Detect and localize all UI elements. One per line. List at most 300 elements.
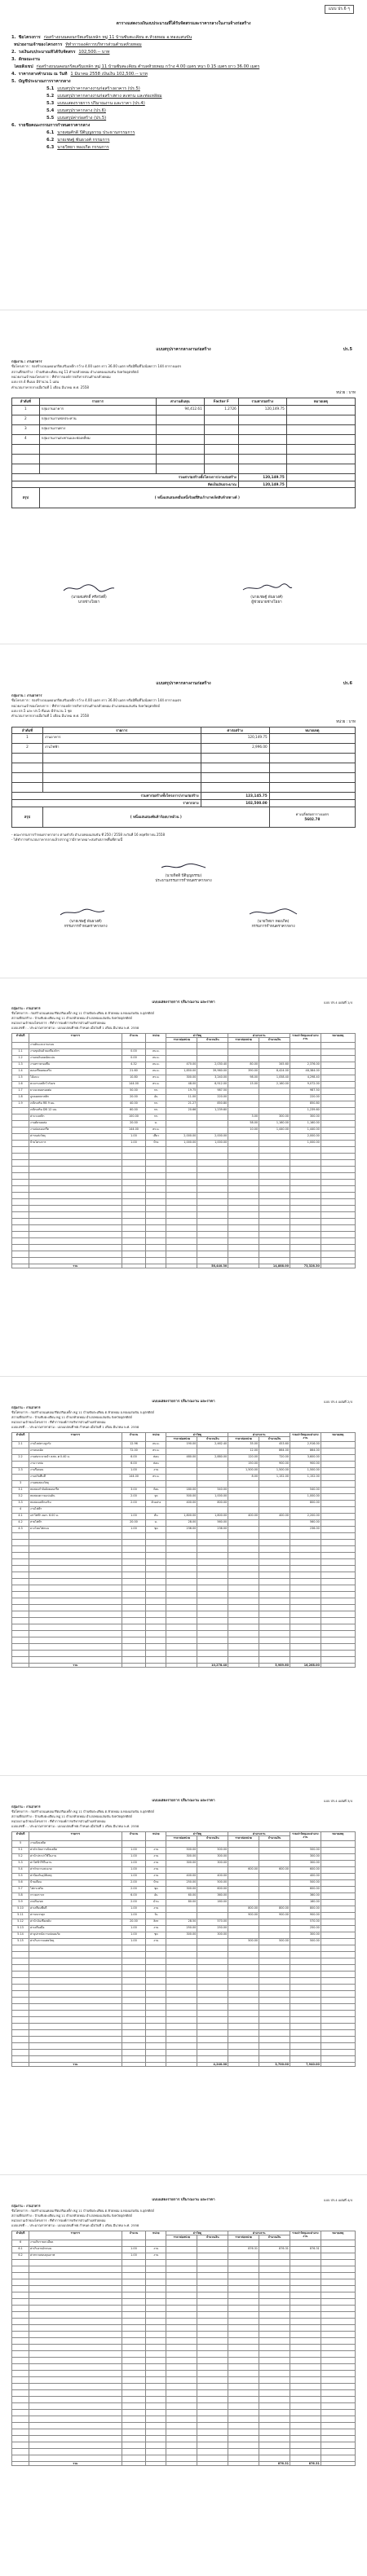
table-cell: 1.00	[122, 1906, 145, 1912]
table-cell: 1,058.40	[259, 1075, 290, 1081]
table-cell	[166, 1938, 197, 1945]
table-cell: 300.00	[197, 1853, 228, 1860]
table-cell: ตร.ม.	[146, 1474, 166, 1480]
table-cell: 400.00	[290, 1873, 321, 1879]
boq-page	[0, 2180, 367, 2569]
column-header: ค่าวัสดุ	[166, 1033, 228, 1038]
table-cell: 2,030.40	[197, 1062, 228, 1068]
table-cell: 1,440.00	[290, 1127, 321, 1133]
item-label: บัญชีประมาณการราคากลาง	[18, 78, 71, 84]
table-row	[12, 1873, 356, 1879]
table-cell	[259, 1493, 290, 1500]
table-cell: 1,850.00	[166, 1068, 197, 1075]
table-cell: 250.00	[197, 1925, 228, 1932]
table-cell	[166, 1048, 197, 1055]
signer-role: กรรมการกำหนดราคากลาง	[64, 925, 108, 930]
table-cell	[197, 1474, 228, 1480]
table-cell: งานดินและงานถนน	[29, 1042, 122, 1048]
boq-header-h4: หน่วยงานเจ้าของโครงการ : ที่ทำการองค์การบริหารส่วนตำบลห้วยหอม	[11, 1420, 106, 1425]
column-subheader: จำนวนเงิน	[197, 1437, 228, 1442]
table-cell	[321, 1094, 355, 1101]
table-row-empty	[12, 2324, 356, 2331]
table-row-empty	[12, 754, 356, 763]
table-row	[12, 1938, 356, 1945]
table-cell	[166, 1840, 197, 1847]
item-value: แบบสรุปราคากลางงานก่อสร้างอาคาร (ปร.5)	[57, 86, 140, 91]
form-item	[11, 138, 356, 143]
table-cell	[321, 1101, 355, 1107]
table-cell: 250.00	[166, 1925, 197, 1932]
table-row-empty	[12, 1237, 356, 1244]
sum-label: รวมค่าก่อสร้างทั้งโครงการ/งานก่อสร้าง	[12, 473, 239, 481]
total-cell	[228, 2461, 259, 2466]
table-cell	[12, 1127, 29, 1133]
table-cell	[259, 1088, 290, 1094]
table-cell: 3	[12, 1480, 29, 1487]
table-cell: 144.00	[122, 1474, 145, 1480]
table-cell: 2,462.40	[197, 1441, 228, 1448]
column-header: ค่าก่อสร้าง	[201, 727, 269, 734]
table-row-empty	[12, 1945, 356, 1951]
table-cell	[197, 1912, 228, 1919]
total-cell: 58,440.30	[197, 1264, 228, 1268]
table-row-empty	[12, 1637, 356, 1643]
table-row-empty	[12, 2016, 356, 2023]
table-cell	[197, 2253, 228, 2259]
table-cell: 800.00	[259, 1906, 290, 1912]
item-value: นายเชษฐ์ พันธวงศ์ กรรมการ	[57, 137, 110, 143]
table-cell: ม้วน	[146, 1899, 166, 1906]
table-row-empty	[12, 2370, 356, 2376]
table-row-empty	[12, 2376, 356, 2383]
table-row-empty	[12, 1532, 356, 1539]
signer-role: นายช่างโยธา	[77, 600, 100, 605]
table-cell: งาน	[146, 1925, 166, 1932]
table-cell: 80.00	[166, 1899, 197, 1906]
table-row	[12, 1062, 356, 1068]
sheet-tag: ปร.5	[343, 347, 352, 352]
table-cell: 3,600.00	[290, 1454, 321, 1461]
table-row-empty	[12, 2396, 356, 2402]
boq-table	[11, 1033, 356, 1269]
unit-label: หน่วย : บาท	[336, 391, 356, 396]
table-cell: 453.60	[259, 1441, 290, 1448]
summary-row	[12, 488, 356, 508]
table-row-empty	[12, 1146, 356, 1153]
table-cell: 1.8	[12, 1094, 29, 1101]
table-row-empty	[12, 1585, 356, 1591]
table-cell: 900.00	[259, 1461, 290, 1467]
table-cell: เทปกั้นเขต	[29, 1899, 122, 1906]
table-row-empty	[12, 1591, 356, 1598]
table-cell: 1,239.60	[197, 1107, 228, 1114]
table-cell	[321, 1075, 355, 1081]
table-cell: 5.7	[12, 1886, 29, 1892]
table-cell: เหล็กเสริม DB 12 มม.	[29, 1107, 122, 1114]
item-number: 3.	[11, 56, 16, 62]
table-row-empty	[12, 2357, 356, 2363]
page-title: แบบสรุปราคากลางงานก่อสร้าง	[156, 347, 211, 352]
table-cell: ค่าเครื่องมือ	[29, 1925, 122, 1932]
table-cell: ลบ.ม.	[146, 1068, 166, 1075]
table-cell: 1,000.00	[166, 1140, 197, 1146]
column-header: หน่วย	[146, 1033, 166, 1042]
table-cell: 850.80	[197, 1101, 228, 1107]
table-cell: 876.31	[228, 2246, 259, 2253]
signature-icon	[245, 908, 302, 917]
table-cell	[197, 1114, 228, 1120]
table-cell	[166, 2246, 197, 2253]
column-header: ค่าแรงงาน	[228, 1831, 290, 1836]
table-cell: 1,800.00	[166, 1513, 197, 1519]
table-cell: 20.00	[122, 1519, 145, 1526]
table-cell: ตร.ม.	[146, 1075, 166, 1081]
table-cell	[197, 1467, 228, 1474]
total-cell: รวม	[29, 1264, 122, 1268]
column-header: หน่วย	[146, 2231, 166, 2240]
table-cell: ลบ.ม.	[146, 1062, 166, 1068]
table-cell	[204, 434, 238, 444]
table-cell: 3.00	[122, 1487, 145, 1493]
page-title: แบบแสดงรายการ ปริมาณงาน และราคา	[152, 1400, 215, 1404]
table-row	[12, 2240, 356, 2246]
table-cell	[166, 1448, 197, 1454]
column-header: รายการ	[29, 1432, 122, 1441]
table-row	[12, 1467, 356, 1474]
table-cell	[259, 1892, 290, 1899]
form-item	[11, 145, 356, 151]
table-cell: 5.3	[12, 1860, 29, 1866]
table-cell: 4.32	[122, 1062, 145, 1068]
table-cell: ค่าตรวจสอบคุณภาพ	[29, 2253, 122, 2259]
boq-page	[0, 1382, 367, 1771]
table-cell: 300.00	[290, 1853, 321, 1860]
table-cell: กลุ่มงานงานทาง	[39, 424, 156, 434]
table-cell: 800.00	[290, 1906, 321, 1912]
column-header: หมายเหตุ	[321, 1033, 355, 1042]
table-cell: คอนกรีตผสมเสร็จ	[29, 1068, 122, 1075]
table-cell	[228, 1519, 259, 1526]
table-row	[12, 1474, 356, 1480]
table-cell: ลิตร	[146, 1919, 166, 1925]
table-cell	[286, 424, 355, 434]
header-form: แบบ ปร.5 และ ปร.5 ที่แนบ มีจำนวน 1 ชุด	[11, 708, 73, 713]
table-cell	[321, 1441, 355, 1448]
summary-text: ( หนึ่งแสนสองพันห้าร้อยบาทถ้วน )	[42, 807, 269, 827]
table-cell: อัน	[146, 1094, 166, 1101]
table-cell	[321, 1133, 355, 1140]
table-cell: 1.00	[122, 1873, 145, 1879]
table-row	[12, 1919, 356, 1925]
item-label: โดยสังเขป	[14, 64, 33, 69]
table-row	[12, 1120, 356, 1127]
total-cell	[12, 1663, 29, 1668]
table-cell: ดวงโคมไฟถนน	[29, 1526, 122, 1532]
item-label: 5.1	[46, 86, 55, 91]
table-cell: 864.00	[259, 1448, 290, 1454]
table-row-empty	[12, 783, 356, 793]
table-cell: 720.00	[259, 1454, 290, 1461]
table-row-empty	[12, 1539, 356, 1545]
table-cell: 5.10	[12, 1906, 29, 1912]
table-cell	[259, 1487, 290, 1493]
sheet-tag: แบบ ปร.4 แผ่นที่ 3/4	[324, 1799, 352, 1803]
table-row	[12, 1840, 356, 1847]
table-cell	[228, 1480, 259, 1487]
table-cell	[166, 1120, 197, 1127]
table-cell: 12.00	[228, 1448, 259, 1454]
table-row-empty	[12, 1179, 356, 1185]
table-cell	[259, 1853, 290, 1860]
total-cell	[146, 2461, 166, 2466]
table-cell	[228, 1487, 259, 1493]
table-row	[12, 1055, 356, 1062]
table-cell	[321, 1912, 355, 1919]
table-cell: งานบ่มคอนกรีต	[29, 1127, 122, 1133]
table-cell: 1,000.00	[197, 1493, 228, 1500]
table-row-empty	[12, 2389, 356, 2396]
table-cell	[321, 1448, 355, 1454]
table-cell: 500.00	[290, 1938, 321, 1945]
table-cell: ค่าเก็บกวาดเศษวัสดุ	[29, 1938, 122, 1945]
table-row-empty	[12, 2383, 356, 2389]
table-cell	[166, 1506, 197, 1513]
table-cell	[321, 1919, 355, 1925]
table-cell	[259, 1140, 290, 1146]
item-label: 6.1	[46, 130, 55, 135]
sum-row	[12, 473, 356, 481]
table-cell: งานรื้อถอน	[29, 1467, 122, 1474]
total-cell	[166, 1663, 197, 1668]
table-cell: 250.00	[166, 1879, 197, 1886]
table-cell: งาน	[146, 1853, 166, 1860]
total-cell: 4,240.00	[197, 2062, 228, 2067]
table-cell: 500.00	[197, 1847, 228, 1853]
table-cell	[166, 1480, 197, 1487]
table-cell: 1,500.00	[259, 1467, 290, 1474]
table-cell: 570.00	[197, 1919, 228, 1925]
form-item	[11, 72, 356, 77]
table-cell	[321, 1068, 355, 1075]
page-title: แบบแสดงรายการ ปริมาณงาน และราคา	[152, 1799, 215, 1803]
table-cell: 2.3	[12, 1467, 29, 1474]
sheet-tag: แบบ ปร.4 แผ่นที่ 1/4	[324, 1000, 352, 1004]
sheet-tag: ปร.6	[343, 681, 352, 686]
table-cell: ต้น	[146, 1513, 166, 1519]
column-subheader: ราคาต่อหน่วย	[228, 1038, 259, 1043]
boq-header-h4: หน่วยงานเจ้าของโครงการ : ที่ทำการองค์การบริหารส่วนตำบลห้วยหอม	[11, 1021, 106, 1026]
table-cell: 1,160.00	[290, 1120, 321, 1127]
table-row-empty	[12, 2402, 356, 2409]
table-cell: 6.1	[12, 2246, 29, 2253]
table-cell	[259, 1048, 290, 1055]
table-row	[12, 2246, 356, 2253]
table-cell: 6.2	[12, 2253, 29, 2259]
total-cell: 10,278.40	[197, 1663, 228, 1668]
table-cell	[321, 2253, 355, 2259]
table-cell	[228, 1526, 259, 1532]
table-cell: 236.00	[197, 1526, 228, 1532]
table-row	[12, 2253, 356, 2259]
table-cell: งานอาคาร	[42, 734, 201, 744]
table-cell	[290, 2253, 321, 2259]
table-cell: 236.00	[166, 1526, 197, 1532]
table-cell: 20.00	[122, 1919, 145, 1925]
form-item	[11, 86, 356, 92]
table-cell: 50.00	[122, 1088, 145, 1094]
table-cell	[259, 1847, 290, 1853]
item-label: 5.5	[46, 115, 55, 121]
table-row-empty	[12, 1617, 356, 1624]
boq-header-h5: แบบเลขที่ : - ประมาณราคาตาม : แบบแปลนที่ ทต.กำหนด เมื่อวันที่ 1 เดือน มีนาคม พ.ศ. 2558	[11, 1425, 139, 1430]
table-cell: 850.80	[290, 1101, 321, 1107]
column-subheader: จำนวนเงิน	[259, 1437, 290, 1442]
table-cell: 600.00	[259, 1866, 290, 1873]
table-cell	[259, 1840, 290, 1847]
total-cell	[321, 1264, 355, 1268]
table-cell	[259, 1133, 290, 1140]
item-label: 5.4	[46, 108, 55, 113]
column-header: ค่าวัสดุ	[166, 1432, 228, 1437]
form-item	[11, 94, 356, 99]
item-value: ก่อสร้างถนนคอนกรีตเสริมเหล็ก หมู่ 11 บ้านซับตะเคียน ตำบลห้วยหอม กว้าง 4.00 เมตร หนา 0.15 เมตร ยาว 36.00 เมตร	[36, 64, 260, 69]
final-summary-table	[11, 727, 356, 828]
form-item	[11, 123, 356, 129]
table-cell	[12, 1120, 29, 1127]
table-row	[12, 1480, 356, 1487]
table-cell: ค่าแรงเหล็ก	[29, 1114, 122, 1120]
table-row	[12, 1081, 356, 1088]
table-cell	[228, 1094, 259, 1101]
table-row-empty	[12, 2416, 356, 2422]
table-cell: 1.2726	[204, 405, 238, 415]
table-cell: 1.4	[12, 1068, 29, 1075]
table-cell	[321, 1467, 355, 1474]
table-cell	[166, 1467, 197, 1474]
unit-label: หน่วย : บาท	[336, 719, 356, 724]
table-cell: เกรดบดอัด	[29, 1448, 122, 1454]
form-item	[11, 50, 356, 55]
header-project: ชื่อโครงการ : ก่อสร้างถนนคอนกรีตเสริมเหล็ก กว้าง 4.00 เมตร ยาว 36.00 เมตร หรือมีพื้นที่ไม่น้อยกว่า 144 ตารางเมตร	[11, 698, 182, 703]
table-cell: งาน	[146, 2253, 166, 2259]
table-cell: 1.7	[12, 1088, 29, 1094]
table-cell: งานไฟฟ้า	[42, 744, 201, 754]
total-cell	[12, 2062, 29, 2067]
table-row-empty	[12, 1572, 356, 1578]
signer-name: (นายวิทยา ทองเกิด)	[257, 920, 290, 925]
table-cell: 2	[12, 744, 43, 754]
table-row-empty	[12, 2422, 356, 2429]
table-cell: กรวยจราจร	[29, 1892, 122, 1899]
total-cell: 5,989.60	[259, 1663, 290, 1668]
table-row-empty	[12, 2042, 356, 2049]
table-cell	[228, 1892, 259, 1899]
table-row-empty	[12, 2055, 356, 2062]
form-item	[11, 42, 356, 48]
item-value: นายวิทยา ทองเกิด กรรมการ	[57, 144, 109, 150]
table-row-empty	[12, 1231, 356, 1237]
table-cell: ลบ.ม.	[146, 1048, 166, 1055]
item-value: 102,500.-- บาท	[78, 49, 110, 55]
table-cell: 8,424.00	[259, 1068, 290, 1075]
avg-label: ค่าเฉลี่ยต่อตารางเมตร	[295, 812, 329, 817]
table-cell: ค่าทำความสะอาด	[29, 1866, 122, 1873]
table-cell: ค่าไฟฟ้าใช้ในงาน	[29, 1860, 122, 1866]
total-cell	[197, 2461, 228, 2466]
table-cell	[166, 1474, 197, 1480]
table-cell	[197, 1461, 228, 1467]
header-form: แบบ ปร.4 ที่แนบ มีจำนวน 1 แผ่น	[11, 380, 60, 385]
total-row	[12, 2461, 356, 2466]
table-cell	[321, 1513, 355, 1519]
table-cell: 600.00	[197, 1886, 228, 1892]
table-cell: 3.3	[12, 1500, 29, 1506]
table-row-empty	[12, 2429, 356, 2435]
table-cell: 0.00	[122, 1055, 145, 1062]
table-cell	[146, 1840, 166, 1847]
column-header: รายการ	[29, 1831, 122, 1840]
signer-name: (นายเชษฐ์ พันธวงศ์)	[250, 596, 283, 600]
boq-header-h1: กลุ่มงาน : งานอาคาร	[11, 1005, 41, 1010]
table-cell: 500.00	[259, 1938, 290, 1945]
table-cell: ตร.ม.	[146, 1127, 166, 1133]
header-agency: หน่วยงานเจ้าของโครงการ : ที่ทำการองค์การบริหารส่วนตำบลห้วยหอม	[11, 374, 111, 379]
table-cell: ป้ายเตือน	[29, 1879, 122, 1886]
total-cell	[228, 1264, 259, 1268]
table-cell: 1,239.60	[290, 1107, 321, 1114]
table-cell	[259, 1101, 290, 1107]
table-cell: 2,000.00	[197, 1133, 228, 1140]
table-row-empty	[12, 1656, 356, 1663]
table-cell: 100.00	[122, 1114, 145, 1120]
table-row	[12, 1094, 356, 1101]
column-header: หน่วย	[146, 1831, 166, 1840]
item-label: 5.3	[46, 100, 55, 106]
table-cell: 40.00	[122, 1101, 145, 1107]
table-cell: 5.12	[12, 1919, 29, 1925]
table-row-empty	[12, 1552, 356, 1558]
table-cell	[228, 1088, 259, 1094]
column-subheader: ราคาต่อหน่วย	[166, 1038, 197, 1043]
table-cell	[228, 1493, 259, 1500]
table-row	[12, 1860, 356, 1866]
item-label: 6.3	[46, 144, 55, 150]
item-label: 5.2	[46, 93, 55, 99]
column-subheader: ราคาต่อหน่วย	[166, 1437, 197, 1442]
form-item	[11, 101, 356, 107]
table-cell: 10.00	[228, 1127, 259, 1133]
table-cell	[259, 1860, 290, 1866]
column-subheader: ราคาต่อหน่วย	[166, 2235, 197, 2240]
boq-header-h1: กลุ่มงาน : งานอาคาร	[11, 1404, 41, 1409]
header-calc-date: คำนวณราคากลางเมื่อวันที่ 1 เดือน มีนาคม พ.ศ. 2558	[11, 714, 89, 719]
table-row-empty	[12, 1205, 356, 1211]
table-cell: 3	[12, 424, 40, 434]
table-cell	[197, 1448, 228, 1454]
table-cell: ตร.ม.	[146, 1448, 166, 1454]
table-cell: 987.50	[197, 1088, 228, 1094]
table-cell: 2,160.00	[259, 1081, 290, 1088]
table-cell: 1.00	[122, 1853, 145, 1860]
table-row-empty	[12, 1251, 356, 1257]
table-cell: 1.2	[12, 1055, 29, 1062]
table-cell	[321, 1932, 355, 1938]
table-cell: 60.00	[166, 1892, 197, 1899]
column-subheader: ราคาต่อหน่วย	[228, 1836, 259, 1841]
header-group: กลุ่มงาน : งานอาคาร	[11, 358, 42, 363]
table-cell: สายไฟฟ้า	[29, 1519, 122, 1526]
boq-header-h1: กลุ่มงาน : งานอาคาร	[11, 2203, 41, 2208]
